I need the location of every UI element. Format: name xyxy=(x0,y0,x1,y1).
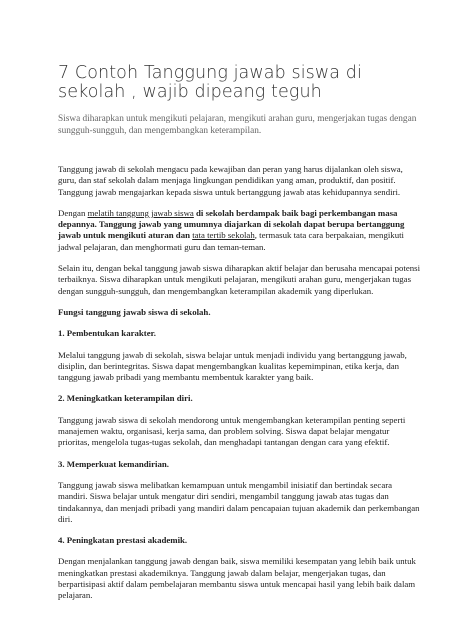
text-segment: Dengan xyxy=(58,207,88,218)
paragraph-prestasi: Dengan menjalankan tanggung jawab dengan baik, siswa memiliki kesempatan yang lebih baik untuk meningkatkan prestasi akademiknya. Tanggung jawab dalam belajar, mengerjakan tugas, dan berpartisipasi aktif dalam pembelajaran membantu siswa untuk mencapai hasil yang lebih baik dalam pelajaran. xyxy=(58,556,416,601)
paragraph-intro: Tanggung jawab di sekolah mengacu pada kewajiban dan peran yang harus dijalankan oleh siswa, guru, dan staf sekolah dalam menjaga lingkungan pendidikan yang aman, produktif, dan positif. Tanggung jawab mengajarkan kepada siswa untuk bertanggung jawab atas kehidupannya sendiri. xyxy=(58,164,403,197)
section-heading-fungsi: Fungsi tanggung jawab siswa di sekolah. xyxy=(58,306,211,317)
document-content xyxy=(58,64,423,612)
heading-pembentukan-karakter: 1. Pembentukan karakter. xyxy=(58,328,156,339)
paragraph-links xyxy=(58,208,423,253)
subtitle: Siswa diharapkan untuk mengikuti pelajaran, mengikuti arahan guru, mengerjakan tugas dengan sungguh-sungguh, dan mengembangkan keterampilan. xyxy=(58,114,417,136)
paragraph-selain: Selain itu, dengan bekal tanggung jawab siswa diharapkan aktif belajar dan berusaha mencapai potensi terbaiknya. Siswa diharapkan untuk mengikuti pelajaran, mengikuti arahan guru, mengerjakan tugas dengan sungguh-sungguh, dan mengembangkan keterampilan akademik yang diperlukan. xyxy=(58,263,421,296)
text-segment: , termasuk tata cara berpakaian, mengikuti jadwal pelajaran, dan menghormati guru dan teman-teman. xyxy=(58,230,404,252)
paragraph-keterampilan: Tanggung jawab siswa di sekolah mendorong untuk mengembangkan keterampilan penting seperti manajemen waktu, organisasi, kerja sama, dan problem solving. Siswa dapat belajar mengatur prioritas, mengelola tugas-tugas sekolah, dan menghadapi tantangan dengan cara yang efektif. xyxy=(58,414,406,448)
heading-keterampilan-diri: 2. Meningkatkan keterampilan diri. xyxy=(58,393,193,404)
paragraph-karakter: Melalui tanggung jawab di sekolah, siswa belajar untuk menjadi individu yang bertanggung jawab, disiplin, dan berintegritas. Siswa dapat mengembangkan kualitas kepemimpinan, etika kerja, dan tanggung jawab pribadi yang membantu membentuk karakter yang baik. xyxy=(58,349,407,383)
link-tata-tertib-sekolah[interactable]: tata tertib sekolah xyxy=(192,230,255,241)
heading-prestasi-akademik: 4. Peningkatan prestasi akademik. xyxy=(58,535,188,546)
paragraph-kemandirian: Tanggung jawab siswa melibatkan kemampuan untuk mengambil inisiatif dan bertindak secara mandiri. Siswa belajar untuk mengatur diri sendiri, mengambil tanggung jawab atas tugas dan tindakannya, dan menjadi pribadi yang mandiri dalam pencapaian tujuan akademik dan perkembangan diri. xyxy=(58,479,420,524)
heading-kemandirian: 3. Memperkuat kemandirian. xyxy=(58,458,169,469)
text-segment-bold: di sekolah berdampak baik bagi perkembangan masa depannya. Tanggung jawab yang umumnya diajarkan di sekolah dapat berupa bertanggung jawab untuk mengikuti aturan dan xyxy=(58,207,405,241)
page-title: 7 Contoh Tanggung jawab siswa di sekolah , wajib dipeang teguh xyxy=(58,63,362,102)
link-melatih-tanggung-jawab[interactable]: melatih tanggung jawab siswa xyxy=(87,207,194,218)
